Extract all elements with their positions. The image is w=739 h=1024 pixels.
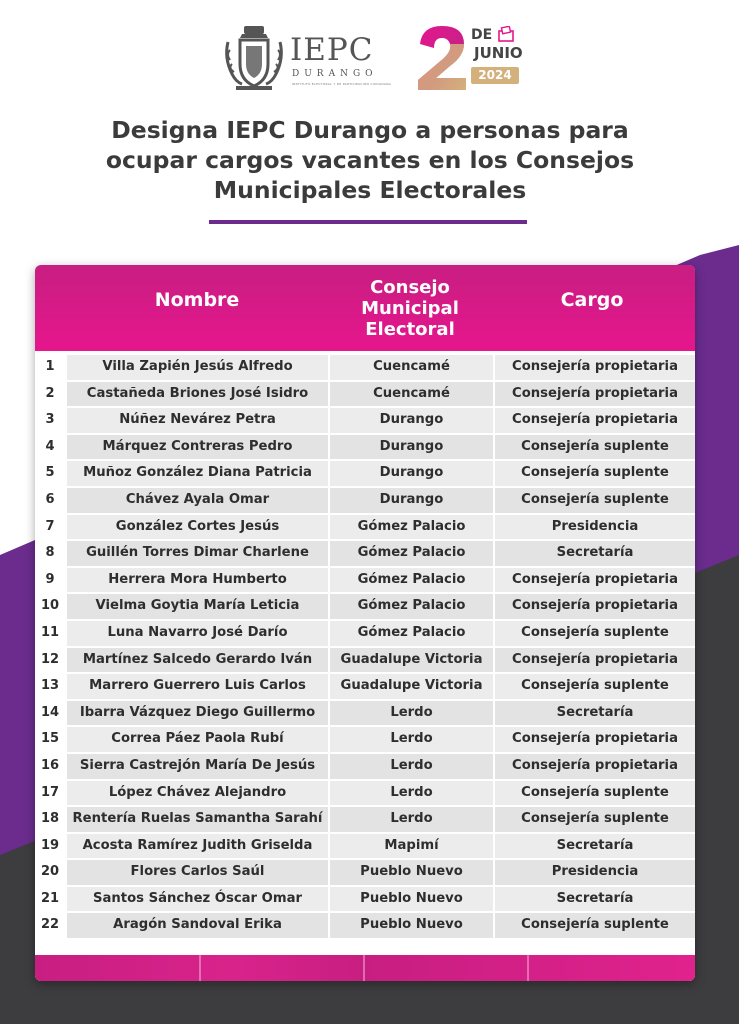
row-nombre: Castañeda Briones José Isidro [67, 382, 328, 407]
table-row [35, 753, 695, 780]
row-consejo: Durango [330, 461, 493, 486]
row-cargo: Consejería suplente [495, 807, 695, 832]
row-number: 1 [35, 355, 65, 380]
row-nombre: Vielma Goytia María Leticia [67, 594, 328, 619]
table-row [35, 806, 695, 833]
row-consejo: Lerdo [330, 781, 493, 806]
row-consejo: Pueblo Nuevo [330, 887, 493, 912]
table-row [35, 381, 695, 408]
row-number: 6 [35, 488, 65, 513]
row-consejo: Lerdo [330, 754, 493, 779]
header-nombre: Nombre [154, 289, 240, 311]
row-nombre: Martínez Salcedo Gerardo Iván [67, 648, 328, 673]
date-month-text: JUNIO [474, 44, 523, 62]
row-number: 19 [35, 834, 65, 859]
coat-of-arms-icon [222, 24, 286, 92]
row-cargo: Consejería suplente [495, 674, 695, 699]
row-consejo: Lerdo [330, 701, 493, 726]
table-row [35, 460, 695, 487]
table-row [35, 780, 695, 807]
row-cargo: Consejería suplente [495, 913, 695, 938]
row-number: 4 [35, 435, 65, 460]
row-consejo: Durango [330, 408, 493, 433]
row-cargo: Secretaría [495, 887, 695, 912]
row-consejo: Gómez Palacio [330, 568, 493, 593]
table-footer-bar [35, 955, 695, 981]
table-row [35, 354, 695, 381]
footer-divider [527, 955, 529, 981]
row-nombre: Marrero Guerrero Luis Carlos [67, 674, 328, 699]
row-number: 20 [35, 860, 65, 885]
row-nombre: Guillén Torres Dimar Charlene [67, 541, 328, 566]
row-cargo: Presidencia [495, 860, 695, 885]
row-number: 5 [35, 461, 65, 486]
header-consejo [327, 277, 493, 340]
row-nombre: Márquez Contreras Pedro [67, 435, 328, 460]
table-row [35, 700, 695, 727]
row-cargo: Consejería suplente [495, 781, 695, 806]
row-cargo: Secretaría [495, 701, 695, 726]
header-consejo-line-3: Electoral [365, 319, 455, 340]
table-row [35, 859, 695, 886]
row-consejo: Pueblo Nuevo [330, 913, 493, 938]
row-number: 11 [35, 621, 65, 646]
table-row [35, 726, 695, 753]
row-cargo: Consejería suplente [495, 435, 695, 460]
table-row [35, 833, 695, 860]
row-cargo: Consejería propietaria [495, 594, 695, 619]
title-line-3: Municipales Electorales [213, 176, 527, 204]
row-cargo: Consejería propietaria [495, 568, 695, 593]
footer-divider [363, 955, 365, 981]
row-nombre: Rentería Ruelas Samantha Sarahí [67, 807, 328, 832]
row-consejo: Pueblo Nuevo [330, 860, 493, 885]
row-consejo: Guadalupe Victoria [330, 648, 493, 673]
page-title [80, 115, 660, 205]
row-number: 7 [35, 515, 65, 540]
header-consejo-line-1: Consejo [370, 277, 450, 298]
row-nombre: González Cortes Jesús [67, 515, 328, 540]
row-cargo: Consejería suplente [495, 461, 695, 486]
row-cargo: Secretaría [495, 541, 695, 566]
table-row [35, 620, 695, 647]
row-consejo: Gómez Palacio [330, 541, 493, 566]
row-number: 21 [35, 887, 65, 912]
row-number: 14 [35, 701, 65, 726]
row-cargo: Consejería propietaria [495, 355, 695, 380]
row-consejo: Cuencamé [330, 382, 493, 407]
row-nombre: Santos Sánchez Óscar Omar [67, 887, 328, 912]
date-de-text: DE [471, 27, 493, 43]
table-row [35, 593, 695, 620]
header-consejo-line-2: Municipal [361, 298, 459, 319]
row-consejo: Guadalupe Victoria [330, 674, 493, 699]
row-nombre: Aragón Sandoval Erika [67, 913, 328, 938]
table-row [35, 514, 695, 541]
row-cargo: Consejería propietaria [495, 648, 695, 673]
row-cargo: Consejería suplente [495, 488, 695, 513]
designations-table [35, 265, 695, 981]
row-number: 8 [35, 541, 65, 566]
election-date-logo [414, 22, 524, 94]
row-nombre: Luna Navarro José Darío [67, 621, 328, 646]
table-row [35, 487, 695, 514]
row-nombre: Sierra Castrejón María De Jesús [67, 754, 328, 779]
logo-sub-text: DURANGO [292, 69, 378, 79]
table-row [35, 407, 695, 434]
ballot-box-icon [498, 26, 514, 42]
row-cargo: Secretaría [495, 834, 695, 859]
header-cargo: Cargo [560, 289, 624, 311]
row-nombre: Núñez Nevárez Petra [67, 408, 328, 433]
row-cargo: Consejería propietaria [495, 408, 695, 433]
row-number: 13 [35, 674, 65, 699]
logo-main-text: IEPC [290, 32, 374, 68]
title-line-2: ocupar cargos vacantes en los Consejos [105, 146, 635, 174]
row-consejo: Durango [330, 435, 493, 460]
row-cargo: Consejería propietaria [495, 754, 695, 779]
row-nombre: Chávez Ayala Omar [67, 488, 328, 513]
iepc-logo [222, 24, 392, 94]
date-year-badge: 2024 [471, 67, 519, 84]
table-row [35, 647, 695, 674]
row-consejo: Gómez Palacio [330, 594, 493, 619]
row-nombre: Acosta Ramírez Judith Griselda [67, 834, 328, 859]
row-nombre: López Chávez Alejandro [67, 781, 328, 806]
title-line-1: Designa IEPC Durango a personas para [111, 116, 629, 144]
table-row [35, 886, 695, 913]
row-consejo: Gómez Palacio [330, 515, 493, 540]
table-header [35, 265, 695, 351]
row-consejo: Durango [330, 488, 493, 513]
table-row [35, 540, 695, 567]
table-row [35, 567, 695, 594]
row-number: 10 [35, 594, 65, 619]
row-cargo: Consejería suplente [495, 621, 695, 646]
row-cargo: Presidencia [495, 515, 695, 540]
row-nombre: Correa Páez Paola Rubí [67, 727, 328, 752]
footer-divider [199, 955, 201, 981]
row-nombre: Herrera Mora Humberto [67, 568, 328, 593]
table-body [35, 354, 695, 939]
row-number: 3 [35, 408, 65, 433]
row-number: 9 [35, 568, 65, 593]
row-number: 15 [35, 727, 65, 752]
row-number: 12 [35, 648, 65, 673]
row-nombre: Villa Zapién Jesús Alfredo [67, 355, 328, 380]
table-row [35, 434, 695, 461]
row-nombre: Ibarra Vázquez Diego Guillermo [67, 701, 328, 726]
logo-tagline: INSTITUTO ELECTORAL Y DE PARTICIPACIÓN CIUDADANA [292, 82, 392, 86]
row-consejo: Cuencamé [330, 355, 493, 380]
row-consejo: Mapimí [330, 834, 493, 859]
row-nombre: Flores Carlos Saúl [67, 860, 328, 885]
row-consejo: Lerdo [330, 727, 493, 752]
row-number: 22 [35, 913, 65, 938]
row-number: 18 [35, 807, 65, 832]
table-row [35, 912, 695, 939]
row-number: 17 [35, 781, 65, 806]
row-cargo: Consejería propietaria [495, 382, 695, 407]
row-number: 16 [35, 754, 65, 779]
row-consejo: Gómez Palacio [330, 621, 493, 646]
row-number: 2 [35, 382, 65, 407]
title-underline [209, 220, 527, 224]
row-consejo: Lerdo [330, 807, 493, 832]
row-nombre: Muñoz González Diana Patricia [67, 461, 328, 486]
number-two-graphic [414, 22, 474, 94]
table-row [35, 673, 695, 700]
row-cargo: Consejería propietaria [495, 727, 695, 752]
